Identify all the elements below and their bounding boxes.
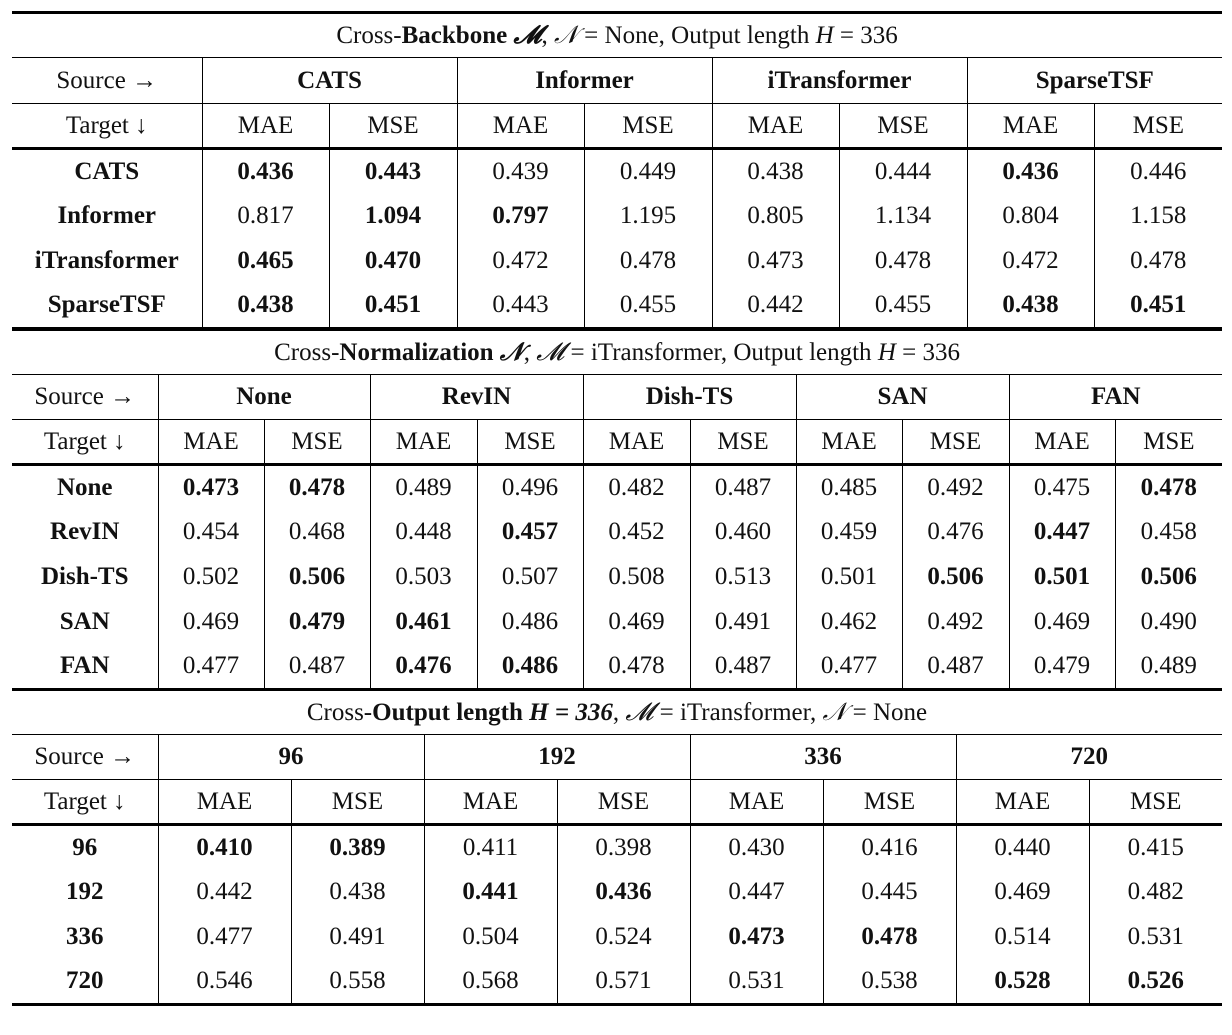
table-row: [12, 645, 1222, 690]
table-cell: 0.416: [823, 825, 956, 870]
table-row: [12, 510, 1222, 555]
metric-header: MAE: [967, 104, 1094, 149]
table-cell: 0.410: [158, 825, 291, 870]
table-cell: 0.476: [370, 645, 477, 690]
table-cell: 0.440: [956, 825, 1089, 870]
table-cell: 0.507: [477, 555, 583, 600]
table-cell: 0.472: [457, 239, 584, 284]
row-label: SAN: [12, 600, 158, 645]
metric-header: MAE: [796, 420, 902, 465]
table-cell: 0.461: [370, 600, 477, 645]
cross-output-length-table: [12, 688, 1222, 1006]
table-cell: 0.477: [796, 645, 902, 690]
table-cell: 0.546: [158, 960, 291, 1005]
source-header: Dish-TS: [583, 375, 796, 420]
row-label: Dish-TS: [12, 555, 158, 600]
table-cell: 0.443: [329, 149, 457, 194]
table-cell: 0.455: [839, 284, 967, 329]
table-cell: 0.503: [370, 555, 477, 600]
source-header: 96: [158, 735, 424, 780]
table-row: [12, 870, 1222, 915]
table-row: [12, 960, 1222, 1005]
table-cell: 0.448: [370, 510, 477, 555]
target-label: Target ↓: [12, 420, 158, 465]
source-label: Source →: [12, 375, 158, 420]
table-cell: 0.442: [712, 284, 839, 329]
table-cell: 0.473: [712, 239, 839, 284]
table-cell: 0.506: [902, 555, 1009, 600]
source-header: Informer: [457, 58, 712, 104]
table-cell: 0.454: [158, 510, 264, 555]
table-cell: 0.459: [796, 510, 902, 555]
table-cell: 0.501: [1009, 555, 1115, 600]
metric-header: MAE: [370, 420, 477, 465]
metric-header: MSE: [690, 420, 796, 465]
table-cell: 1.134: [839, 194, 967, 239]
table-cell: 0.568: [424, 960, 557, 1005]
table-cell: 0.506: [1140, 563, 1197, 590]
table-cell: 0.415: [1127, 833, 1184, 861]
table-cell: 0.472: [967, 239, 1094, 284]
table-cell: 0.477: [158, 645, 264, 690]
table-row: [12, 239, 1222, 284]
table-cell: 0.502: [158, 555, 264, 600]
table-cell: 0.436: [557, 870, 690, 915]
table-cell: 0.462: [796, 600, 902, 645]
row-label: SparseTSF: [12, 284, 202, 329]
source-header: 336: [690, 735, 956, 780]
table-cell: 0.469: [1009, 600, 1115, 645]
table-row: [12, 465, 1222, 510]
metric-header: MAE: [583, 420, 690, 465]
metric-header: MSE: [1089, 780, 1222, 825]
table-cell: 0.470: [329, 239, 457, 284]
table-cell: 0.485: [796, 465, 902, 510]
metric-header: MSE: [264, 420, 370, 465]
table-cell: 1.195: [584, 194, 712, 239]
table-cell: 0.389: [291, 825, 424, 870]
table-caption: Cross-Output length H = 336, 𝓜 = iTransformer, 𝒩 = None: [12, 690, 1222, 735]
row-label: 192: [12, 870, 158, 915]
table-cell: 0.489: [370, 465, 477, 510]
table-cell: 1.094: [329, 194, 457, 239]
source-header: None: [158, 375, 370, 420]
metric-header: MAE: [424, 780, 557, 825]
table-cell: 0.487: [902, 645, 1009, 690]
table-cell: 0.477: [158, 915, 291, 960]
table-cell: 0.797: [457, 194, 584, 239]
table-cell: 0.439: [457, 149, 584, 194]
table-cell: 0.478: [583, 645, 690, 690]
table-cell: 0.469: [956, 870, 1089, 915]
table-cell: 0.490: [1140, 608, 1197, 635]
table-cell: 0.436: [202, 149, 329, 194]
table-cell: 0.804: [967, 194, 1094, 239]
table-caption: Cross-Backbone 𝓜, 𝒩 = None, Output length H = 336: [12, 13, 1222, 58]
source-label: Source →: [12, 735, 158, 780]
row-label: CATS: [12, 149, 202, 194]
table-cell: 0.501: [796, 555, 902, 600]
table-cell: 0.514: [956, 915, 1089, 960]
metric-header: MSE: [557, 780, 690, 825]
table-cell: 0.504: [424, 915, 557, 960]
table-cell: 0.526: [1089, 960, 1222, 1005]
table-cell: 0.438: [202, 284, 329, 329]
table-cell: 0.476: [902, 510, 1009, 555]
table-cell: 0.465: [202, 239, 329, 284]
table-cell: 0.452: [583, 510, 690, 555]
metric-header: MSE: [902, 420, 1009, 465]
metric-header: MSE: [329, 104, 457, 149]
cross-normalization-table: [12, 328, 1222, 691]
table-cell: 0.438: [291, 870, 424, 915]
source-header: 720: [956, 735, 1222, 780]
table-cell: 0.455: [584, 284, 712, 329]
table-cell: 0.447: [1009, 510, 1115, 555]
table-cell: 0.447: [690, 870, 823, 915]
table-cell: 0.524: [557, 915, 690, 960]
table-cell: 0.487: [690, 465, 796, 510]
table-cell: 0.478: [584, 239, 712, 284]
metric-header: MAE: [1009, 420, 1115, 465]
metric-header: MAE: [956, 780, 1089, 825]
metric-header: MAE: [712, 104, 839, 149]
row-label: FAN: [12, 645, 158, 690]
metric-header: MSE: [823, 780, 956, 825]
target-label: Target ↓: [12, 780, 158, 825]
metric-header: MSE: [1115, 420, 1222, 465]
table-cell: 0.506: [264, 555, 370, 600]
table-cell: 0.479: [264, 600, 370, 645]
table-cell: 0.508: [583, 555, 690, 600]
source-header: RevIN: [370, 375, 583, 420]
table-cell: 0.491: [291, 915, 424, 960]
table-cell: 0.478: [264, 465, 370, 510]
table-cell: 0.446: [1130, 157, 1187, 185]
table-cell: 0.442: [158, 870, 291, 915]
metric-header: MSE: [1094, 104, 1222, 149]
table-cell: 0.469: [158, 600, 264, 645]
metric-header: MAE: [158, 780, 291, 825]
table-cell: 0.458: [1140, 518, 1197, 545]
metric-header: MAE: [158, 420, 264, 465]
table-cell: 0.443: [457, 284, 584, 329]
table-cell: 0.487: [690, 645, 796, 690]
table-cell: 0.436: [967, 149, 1094, 194]
table-cell: 0.438: [712, 149, 839, 194]
table-cell: 0.473: [158, 465, 264, 510]
table-cell: 0.460: [690, 510, 796, 555]
table-row: [12, 284, 1222, 329]
source-header: 192: [424, 735, 690, 780]
row-label: 720: [12, 960, 158, 1005]
table-cell: 0.475: [1009, 465, 1115, 510]
table-cell: 0.398: [557, 825, 690, 870]
table-cell: 0.531: [690, 960, 823, 1005]
table-cell: 0.445: [823, 870, 956, 915]
table-cell: 0.444: [839, 149, 967, 194]
table-cell: 0.457: [477, 510, 583, 555]
metric-header: MSE: [584, 104, 712, 149]
table-cell: 0.411: [424, 825, 557, 870]
table-cell: 0.478: [1140, 473, 1197, 501]
source-header: SparseTSF: [967, 58, 1222, 104]
source-header: CATS: [202, 58, 457, 104]
metric-header: MAE: [690, 780, 823, 825]
table-cell: 0.513: [690, 555, 796, 600]
source-header: iTransformer: [712, 58, 967, 104]
table-cell: 0.571: [557, 960, 690, 1005]
table-cell: 0.478: [823, 915, 956, 960]
table-cell: 0.473: [690, 915, 823, 960]
source-label: Source →: [12, 58, 202, 104]
table-cell: 0.531: [1127, 923, 1184, 950]
table-cell: 0.469: [583, 600, 690, 645]
table-cell: 0.486: [477, 645, 583, 690]
table-cell: 0.451: [1094, 284, 1222, 329]
table-row: [12, 600, 1222, 645]
row-label: Informer: [12, 194, 202, 239]
metric-header: MSE: [839, 104, 967, 149]
source-header: SAN: [796, 375, 1009, 420]
row-label: 96: [12, 825, 158, 870]
table-cell: 0.438: [967, 284, 1094, 329]
table-cell: 0.538: [823, 960, 956, 1005]
metric-header: MAE: [457, 104, 584, 149]
table-cell: 0.487: [264, 645, 370, 690]
table-row: [12, 915, 1222, 960]
row-label: None: [12, 465, 158, 510]
table-cell: 0.492: [902, 465, 1009, 510]
metric-header: MAE: [202, 104, 329, 149]
table-cell: 0.492: [902, 600, 1009, 645]
table-cell: 0.491: [690, 600, 796, 645]
metric-header: MSE: [291, 780, 424, 825]
table-cell: 0.817: [202, 194, 329, 239]
table-cell: 0.805: [712, 194, 839, 239]
table-cell: 0.478: [1130, 247, 1187, 274]
table-cell: 0.479: [1009, 645, 1115, 690]
row-label: 336: [12, 915, 158, 960]
table-cell: 0.496: [477, 465, 583, 510]
source-header: FAN: [1009, 375, 1222, 420]
table-cell: 0.451: [329, 284, 457, 329]
row-label: iTransformer: [12, 239, 202, 284]
table-cell: 0.482: [583, 465, 690, 510]
table-cell: 0.478: [839, 239, 967, 284]
table-row: [12, 825, 1222, 870]
table-row: [12, 149, 1222, 194]
table-cell: 0.441: [424, 870, 557, 915]
target-label: Target ↓: [12, 104, 202, 149]
cross-backbone-table: [12, 11, 1222, 330]
row-label: RevIN: [12, 510, 158, 555]
table-caption: Cross-Normalization 𝒩, 𝓜 = iTransformer, Output length H = 336: [12, 330, 1222, 375]
table-cell: 0.482: [1127, 878, 1184, 905]
table-cell: 0.430: [690, 825, 823, 870]
table-cell: 1.158: [1130, 202, 1187, 229]
table-cell: 0.468: [264, 510, 370, 555]
table-cell: 0.486: [477, 600, 583, 645]
table-cell: 0.528: [956, 960, 1089, 1005]
metric-header: MSE: [477, 420, 583, 465]
table-cell: 0.449: [584, 149, 712, 194]
table-cell: 0.489: [1115, 645, 1222, 690]
table-row: [12, 194, 1222, 239]
table-cell: 0.558: [291, 960, 424, 1005]
table-row: [12, 555, 1222, 600]
